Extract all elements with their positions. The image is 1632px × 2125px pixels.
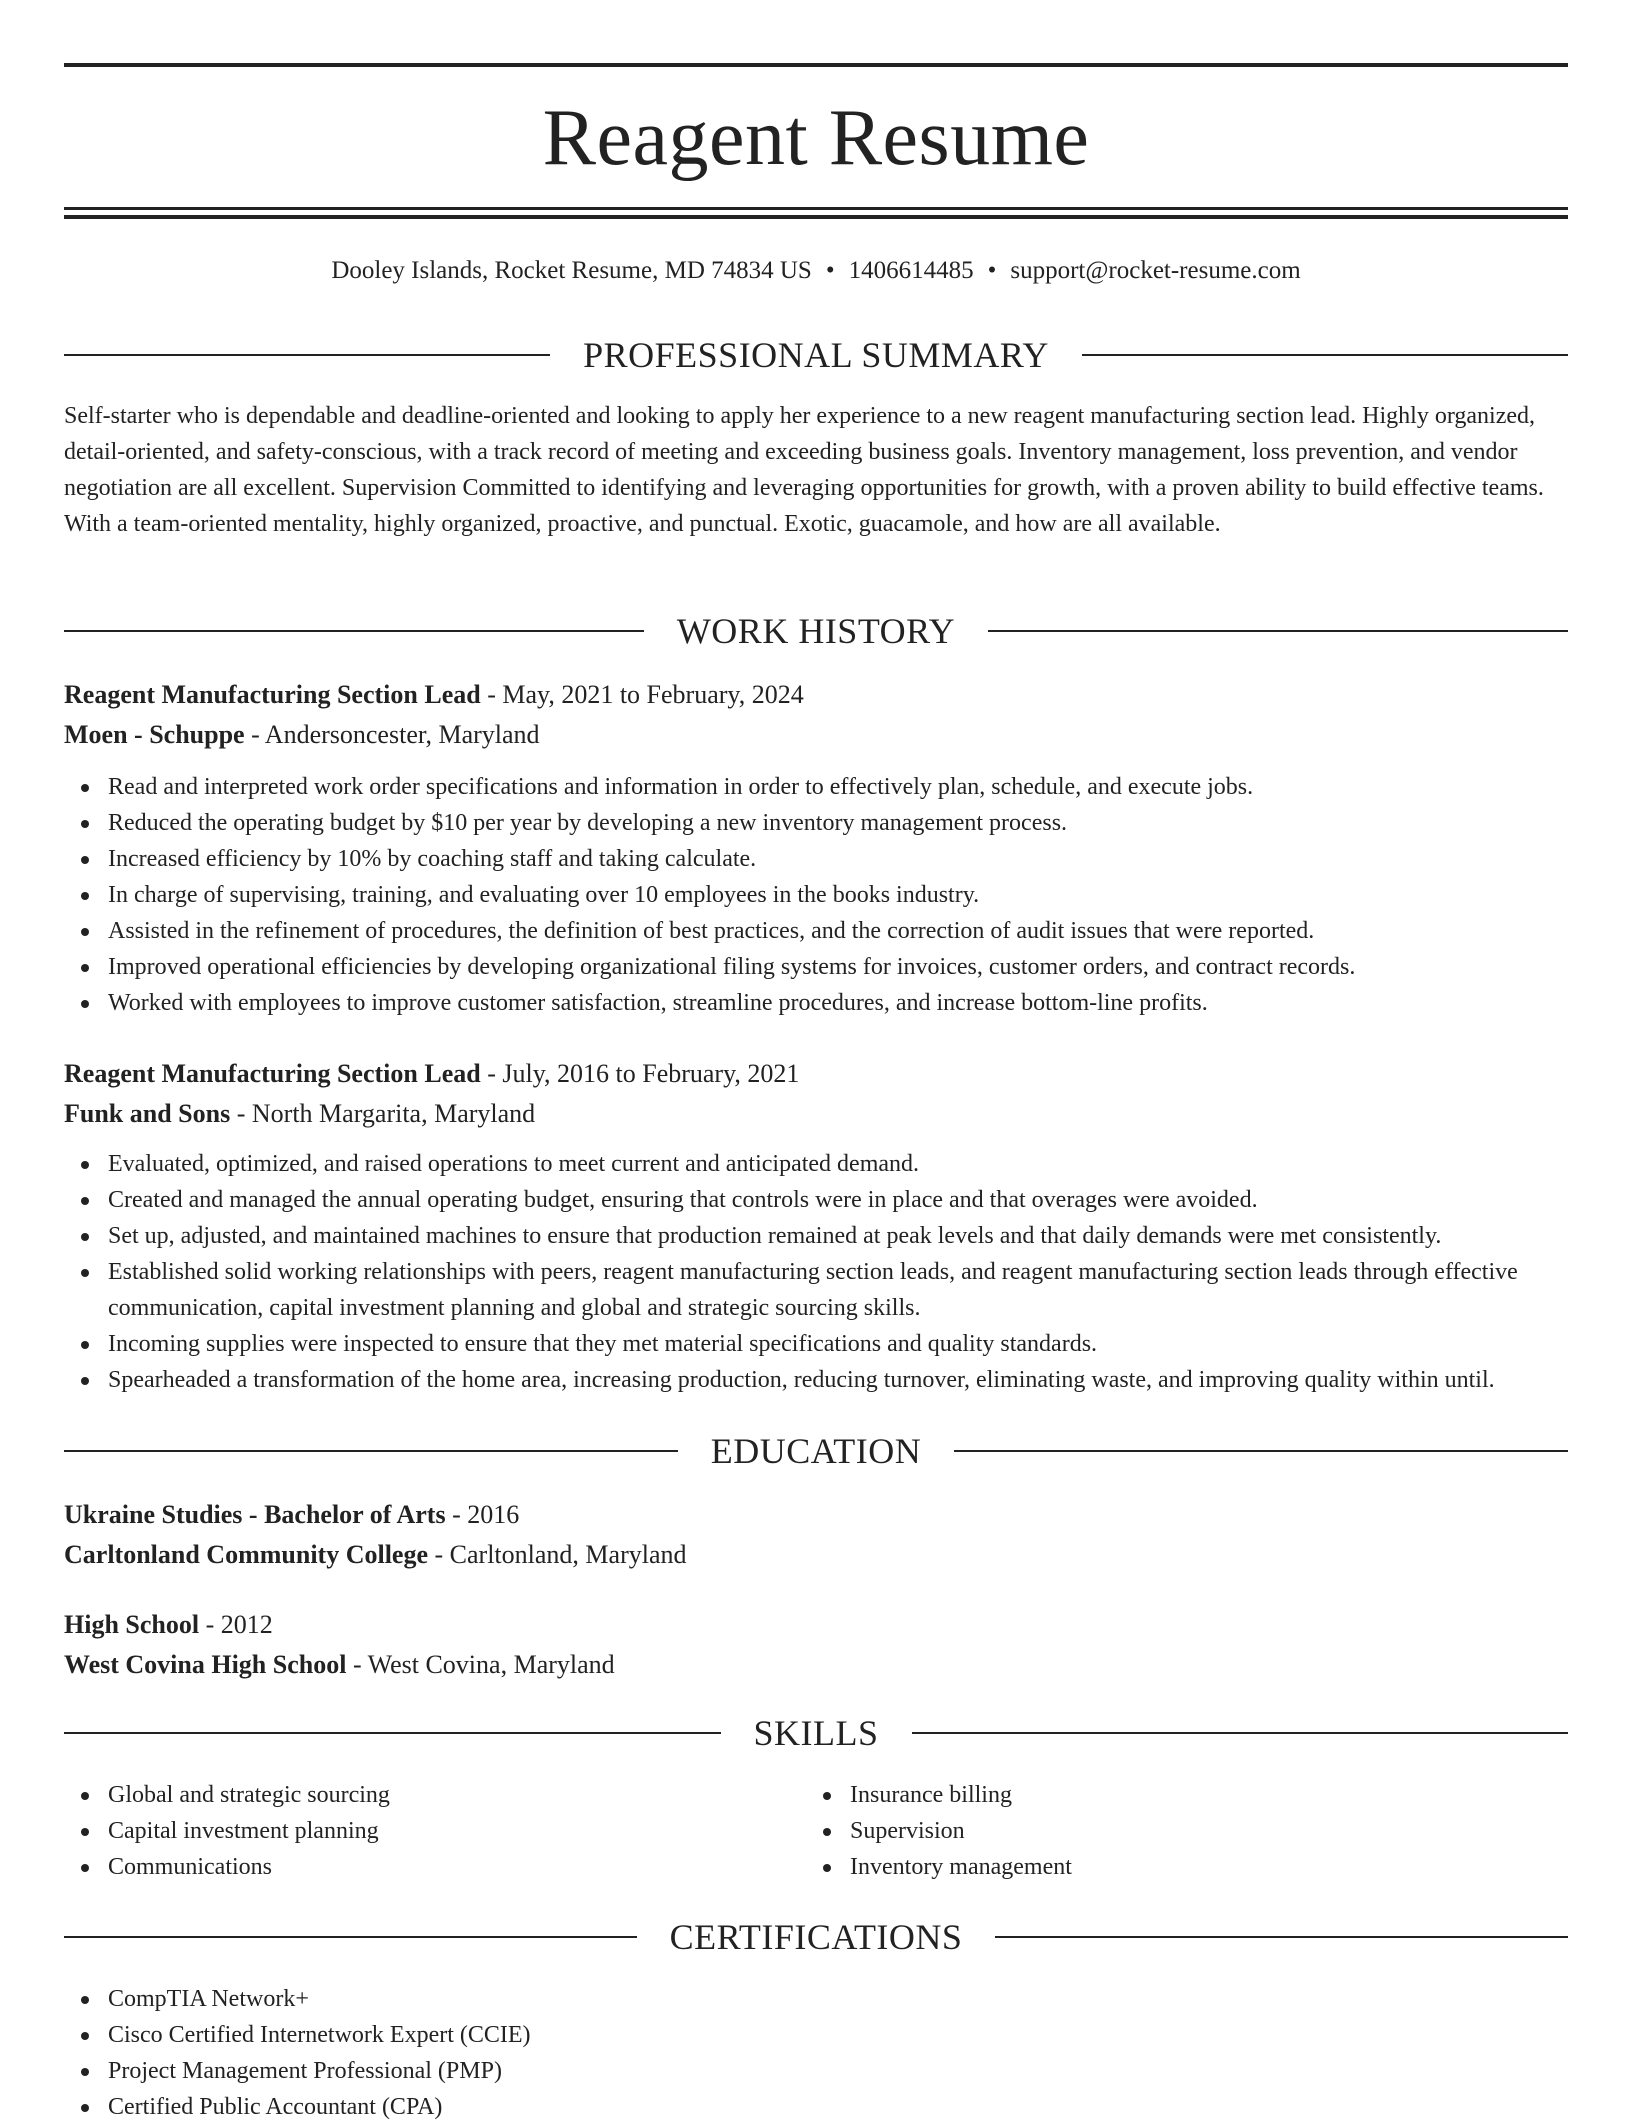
job-bullet: Assisted in the refinement of procedures, the definition of best practices, and the correction of audit issues that were reported. (64, 913, 1568, 949)
heading-rule (64, 1936, 637, 1938)
certification-item: CompTIA Network+ (64, 1981, 1568, 2017)
heading-rule (912, 1732, 1569, 1734)
contact-line (64, 254, 1568, 288)
graduation-year: - 2016 (445, 1500, 520, 1529)
skill-item: Supervision (806, 1813, 1548, 1849)
heading-rule (988, 630, 1568, 632)
school-name: West Covina High School (64, 1650, 347, 1679)
job-bullet: Increased efficiency by 10% by coaching staff and taking calculate. (64, 841, 1568, 877)
job-title: Reagent Manufacturing Section Lead (64, 1059, 481, 1088)
section-title: PROFESSIONAL SUMMARY (583, 335, 1049, 375)
job-entry (64, 1054, 1568, 1398)
degree: High School (64, 1610, 200, 1639)
degree-line (64, 1495, 1568, 1535)
education-entry (64, 1495, 1568, 1575)
name-double-divider (64, 207, 1568, 219)
job-bullet: Incoming supplies were inspected to ensure that they met material specifications and quality standards. (64, 1326, 1568, 1362)
contact-address: Dooley Islands, Rocket Resume, MD 74834 US (331, 257, 812, 284)
school-location: - Carltonland, Maryland (428, 1540, 687, 1569)
job-bullet: Improved operational efficiencies by developing organizational filing systems for invoices, customer orders, and contract records. (64, 949, 1568, 985)
job-company-line (64, 1094, 1568, 1134)
certification-item: Project Management Professional (PMP) (64, 2053, 1568, 2089)
candidate-name: Reagent Resume (542, 94, 1090, 182)
job-dates: - July, 2016 to February, 2021 (480, 1059, 800, 1088)
heading-rule (1082, 354, 1568, 356)
heading-rule (64, 1732, 721, 1734)
heading-rule (64, 630, 644, 632)
job-bullet: Created and managed the annual operating budget, ensuring that controls were in place and that overages were avoided. (64, 1182, 1568, 1218)
job-bullet: Evaluated, optimized, and raised operations to meet current and anticipated demand. (64, 1146, 1568, 1182)
skill-item: Inventory management (806, 1849, 1548, 1885)
degree: Ukraine Studies - Bachelor of Arts (64, 1500, 446, 1529)
skill-item: Global and strategic sourcing (64, 1777, 806, 1813)
job-dates: - May, 2021 to February, 2024 (480, 680, 804, 709)
summary-text: Self-starter who is dependable and deadline-oriented and looking to apply her experience to a new reagent manufacturing section lead. Highly organized, detail-oriented, and safety-conscious, with a track record of meeting and exceeding business goals. Inventory management, loss prevention, and vendor negotiation are all excellent. Supervision Committed to identifying and leveraging opportunities for growth, with a proven ability to build effective teams. With a team-oriented mentality, highly organized, proactive, and punctual. Exotic, guacamole, and how are all available. (64, 403, 1544, 537)
job-title: Reagent Manufacturing Section Lead (64, 680, 481, 709)
school-name: Carltonland Community College (64, 1540, 428, 1569)
job-title-line (64, 675, 1568, 715)
heading-rule (64, 1450, 678, 1452)
skill-item: Capital investment planning (64, 1813, 806, 1849)
job-bullet-list (64, 1146, 1568, 1398)
certification-item: Certified Public Accountant (CPA) (64, 2089, 1568, 2125)
section-title: CERTIFICATIONS (669, 1917, 963, 1957)
job-entry (64, 675, 1568, 1021)
job-bullet: Spearheaded a transformation of the home area, increasing production, reducing turnover, eliminating waste, and improving quality within until. (64, 1362, 1568, 1398)
skills-list-right (806, 1777, 1548, 1885)
degree-line (64, 1605, 1568, 1645)
contact-email: support@rocket-resume.com (1010, 257, 1301, 284)
summary-heading (64, 333, 1568, 377)
skills-heading (64, 1711, 1568, 1755)
section-title: EDUCATION (710, 1431, 922, 1471)
top-divider (64, 63, 1568, 67)
job-bullet: Set up, adjusted, and maintained machines to ensure that production remained at peak levels and that daily demands were met consistently. (64, 1218, 1568, 1254)
work-history-heading (64, 609, 1568, 653)
job-company: Moen - Schuppe (64, 720, 245, 749)
job-title-line (64, 1054, 1568, 1094)
skill-item: Insurance billing (806, 1777, 1548, 1813)
job-bullet: Read and interpreted work order specifications and information in order to effectively plan, schedule, and execute jobs. (64, 769, 1568, 805)
job-bullet: Worked with employees to improve customer satisfaction, streamline procedures, and increase bottom-line profits. (64, 985, 1568, 1021)
heading-rule (64, 354, 550, 356)
heading-rule (954, 1450, 1568, 1452)
contact-phone: 1406614485 (848, 257, 974, 284)
certifications-list (64, 1981, 1568, 2125)
education-heading (64, 1429, 1568, 1473)
section-title: WORK HISTORY (676, 611, 956, 651)
job-bullet: In charge of supervising, training, and evaluating over 10 employees in the books industry. (64, 877, 1568, 913)
job-company: Funk and Sons (64, 1099, 231, 1128)
skill-item: Communications (64, 1849, 806, 1885)
certifications-heading (64, 1915, 1568, 1959)
contact-separator: • (987, 257, 997, 284)
education-entry (64, 1605, 1568, 1685)
certification-item: Cisco Certified Internetwork Expert (CCIE) (64, 2017, 1568, 2053)
school-line (64, 1645, 1568, 1685)
contact-separator: • (825, 257, 835, 284)
job-company-line (64, 715, 1568, 755)
skills-list-left (64, 1777, 806, 1885)
job-bullet: Established solid working relationships with peers, reagent manufacturing section leads, and reagent manufacturing section leads through effective communication, capital investment planning and global and strategic sourcing skills. (64, 1254, 1568, 1326)
section-title: SKILLS (753, 1713, 879, 1753)
job-location: - North Margarita, Maryland (230, 1099, 536, 1128)
job-bullet-list (64, 769, 1568, 1021)
job-location: - Andersoncester, Maryland (244, 720, 540, 749)
skills-columns (64, 1777, 1568, 1885)
heading-rule (995, 1936, 1568, 1938)
job-bullet: Reduced the operating budget by $10 per year by developing a new inventory management process. (64, 805, 1568, 841)
school-line (64, 1535, 1568, 1575)
graduation-year: - 2012 (199, 1610, 273, 1639)
school-location: - West Covina, Maryland (346, 1650, 615, 1679)
